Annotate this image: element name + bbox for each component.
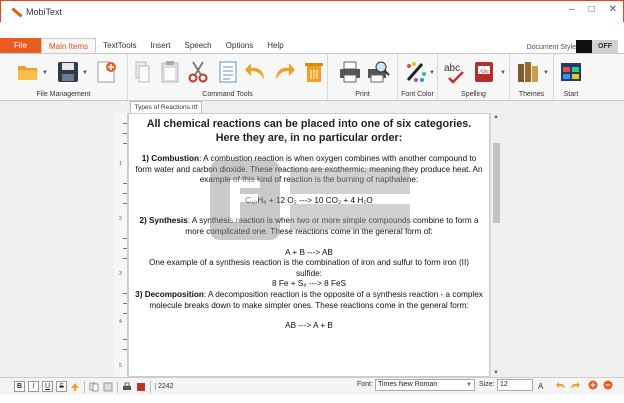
group-label: Print (355, 91, 370, 98)
chevron-down-icon[interactable]: ▼ (42, 70, 48, 76)
title-bar (0, 0, 624, 22)
example-synthesis: One example of a synthesis reaction is the combination of iron and sulfur to form iron (II) sulfide: (149, 258, 469, 278)
group-label: Start (563, 91, 579, 98)
formula-synthesis: A + B ---> AB (285, 247, 333, 257)
svg-text:abc: abc (444, 63, 461, 74)
font-value: Times New Roman (378, 381, 438, 388)
group-label: Font Color (401, 91, 434, 98)
tab-main-items[interactable]: Main Items (41, 38, 96, 53)
group-label: Spelling (461, 91, 486, 98)
save-icon[interactable] (56, 60, 80, 84)
tab-help[interactable]: Help (267, 41, 284, 50)
section-text: : A combustion reaction is when oxygen combines with another compound to form water and carbon dioxide. These reactions are exothermic, meaning they produce heat. An example of this kind of reaction is the burning of napthalene: (135, 154, 483, 185)
maximize-icon[interactable]: □ (588, 4, 595, 15)
section-title: 2) Synthesis (139, 216, 188, 226)
app-pen-icon (10, 6, 22, 18)
svg-text:A: A (538, 382, 544, 390)
tab-options[interactable]: Options (225, 41, 254, 50)
ruler-number: 3 (119, 271, 122, 277)
group-label: File Management (36, 91, 91, 98)
group-label: Command Tools (202, 91, 253, 98)
group-themes (510, 54, 554, 100)
size-input[interactable]: 12 (497, 379, 533, 391)
section-text: : A synthesis reaction is when two or more simple compounds combine to form a more complicated one. These reactions come in the general form of: (185, 216, 479, 236)
font-color-icon[interactable] (404, 60, 428, 84)
group-spelling (438, 54, 510, 100)
document-tab[interactable]: Types of Reactions.rtf (130, 101, 202, 113)
document-style-toggle[interactable] (576, 40, 618, 53)
scroll-down-icon[interactable]: ▼ (493, 370, 499, 376)
tab-file[interactable]: File (0, 38, 41, 53)
separator (150, 381, 151, 393)
redo-icon[interactable] (272, 60, 296, 84)
svg-text:Abc: Abc (479, 69, 489, 75)
chevron-down-icon[interactable]: ▼ (429, 70, 435, 76)
new-document-icon[interactable] (94, 60, 118, 84)
toggle-knob (576, 40, 592, 53)
chevron-down-icon[interactable]: ▼ (82, 70, 88, 76)
undo-icon[interactable] (244, 60, 268, 84)
dictionary-icon[interactable] (472, 60, 496, 84)
group-print (328, 54, 398, 100)
cut-icon[interactable] (186, 60, 210, 84)
section-text: : A decomposition reaction is the opposite of a synthesis reaction - a complex molecule breaks down to make simpler ones. These reactions come in the general form: (149, 289, 483, 310)
paste-icon[interactable] (158, 60, 182, 84)
group-font-color (398, 54, 438, 100)
start-window-icon[interactable] (559, 60, 583, 84)
document-page[interactable] (128, 113, 490, 377)
group-label: Themes (518, 91, 545, 98)
font-select[interactable] (375, 379, 475, 391)
group-start (554, 54, 588, 100)
ruler-number: 2 (119, 216, 122, 222)
recycle-bin-icon[interactable] (302, 60, 326, 84)
scroll-up-icon[interactable]: ▲ (493, 114, 499, 120)
paragraph-decomposition (135, 290, 483, 311)
bold-button[interactable]: B (14, 381, 25, 392)
ruler-number: 1 (119, 161, 122, 167)
app-title: MobiText (26, 6, 63, 17)
copy-icon[interactable] (89, 382, 99, 392)
image-icon[interactable] (136, 382, 146, 392)
section-title: 3) Decomposition (135, 289, 204, 299)
group-command-tools (128, 54, 328, 100)
font-label: Font: (357, 381, 373, 388)
separator (117, 381, 118, 393)
italic-button[interactable]: I (28, 381, 39, 392)
chevron-down-icon[interactable]: ▼ (466, 382, 472, 388)
ruler-number: 4 (119, 319, 122, 325)
font-size-icon[interactable] (538, 380, 548, 390)
chevron-down-icon[interactable]: ▼ (500, 70, 506, 76)
printer-icon[interactable] (122, 382, 132, 392)
copy-icon[interactable] (130, 60, 154, 84)
scrollbar-thumb[interactable] (493, 143, 500, 223)
undo-icon[interactable] (556, 380, 566, 390)
ruler-number: 5 (119, 363, 122, 369)
open-folder-icon[interactable] (16, 60, 40, 84)
ribbon (0, 53, 624, 101)
printer-icon[interactable] (338, 60, 362, 84)
strikethrough-button[interactable]: S (56, 381, 67, 392)
separator (84, 381, 85, 393)
tab-speech[interactable]: Speech (184, 41, 212, 50)
paste-icon[interactable] (103, 382, 113, 392)
underline-button[interactable]: U (42, 381, 53, 392)
redo-icon[interactable] (570, 380, 580, 390)
section-title: 1) Combustion (141, 154, 200, 163)
paragraph-combustion (135, 154, 483, 186)
toggle-state: OFF (592, 40, 618, 53)
formula-decomposition: AB ---> A + B (285, 321, 333, 331)
group-file-management (0, 54, 128, 100)
themes-icon[interactable] (516, 60, 540, 84)
tab-texttools[interactable]: TextTools (103, 41, 137, 50)
minimize-icon[interactable]: – (569, 4, 575, 15)
document-style-label: Document Style (526, 44, 576, 51)
zoom-in-icon[interactable] (588, 380, 598, 390)
vertical-scrollbar[interactable] (490, 113, 502, 377)
vertical-ruler (114, 113, 128, 377)
chevron-down-icon[interactable]: ▼ (543, 70, 549, 76)
tab-insert[interactable]: Insert (150, 41, 171, 50)
equation-synthesis: 8 Fe + S₈ ---> 8 FeS (272, 279, 346, 289)
close-icon[interactable]: ✕ (608, 4, 617, 15)
paragraph-synthesis (135, 216, 483, 237)
print-preview-icon[interactable] (366, 60, 390, 84)
size-label: Size: (479, 381, 495, 388)
document-heading: All chemical reactions can be placed into one of six categories. Here they are, in no particular order: (146, 118, 472, 144)
equation-combustion: C₁₀H₈ + 12 O₂ ---> 10 CO₂ + 4 H₂O (245, 195, 373, 205)
menu-tabs (0, 38, 291, 53)
document-lines-icon[interactable] (216, 60, 240, 84)
arrow-up-icon[interactable] (70, 382, 80, 392)
zoom-out-icon[interactable] (603, 380, 613, 390)
word-count: 2242 (155, 383, 174, 390)
spell-check-icon[interactable] (443, 60, 467, 84)
